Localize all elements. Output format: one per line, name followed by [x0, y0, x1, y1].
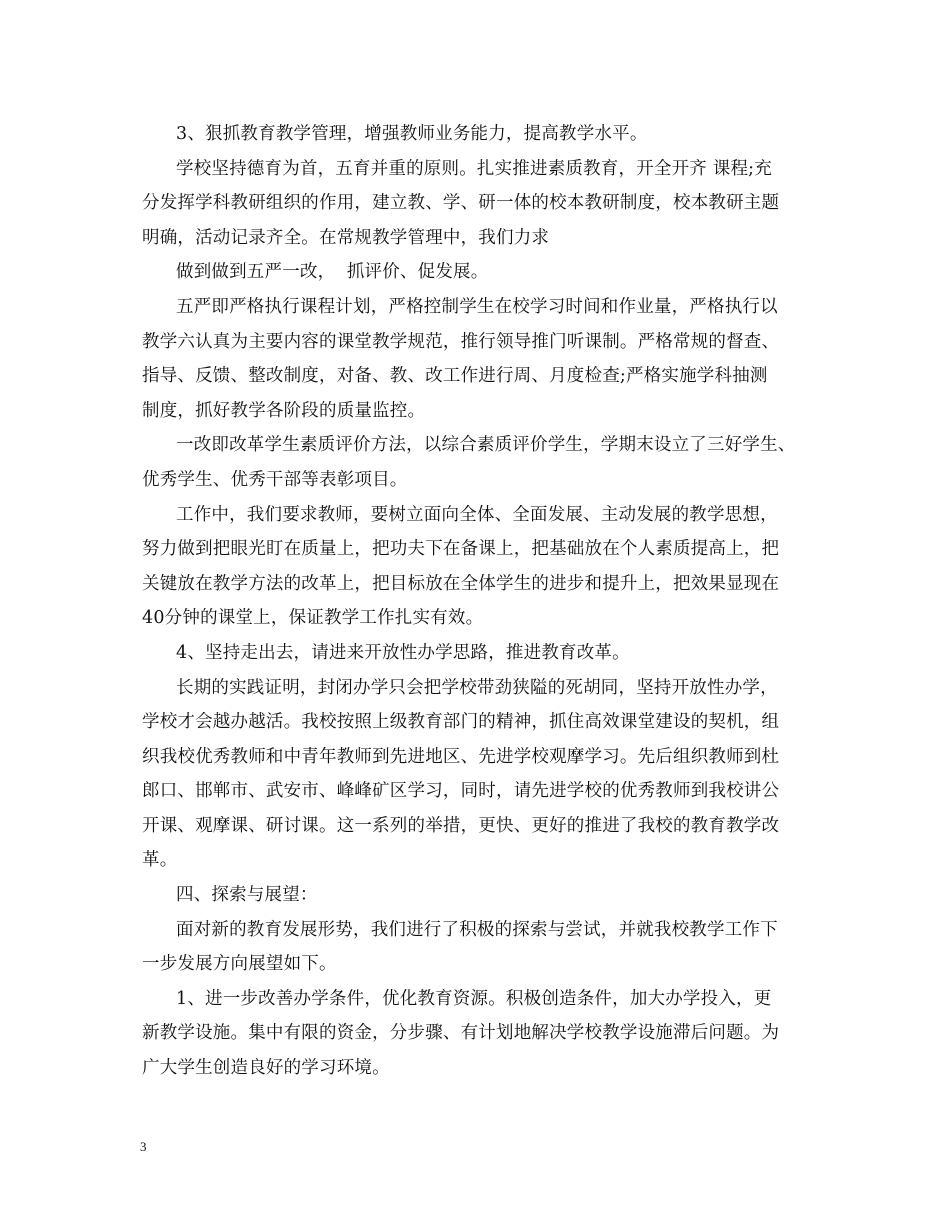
paragraph-line: 革。 — [142, 850, 178, 871]
document-body — [142, 117, 832, 1086]
paragraph-line: 指导、反馈、整改制度，对备、教、改工作进行周、月度检查;严格实施学科抽测 — [142, 366, 768, 387]
paragraph-line: 五严即严格执行课程计划，严格控制学生在校学习时间和作业量，严格执行以 — [176, 296, 778, 317]
paragraph-line: 学校坚持德育为首，五育并重的原则。扎实推进素质教育，开全开齐 课程;充 — [176, 158, 772, 179]
paragraph-line: 优秀学生、优秀干部等表彰项目。 — [142, 469, 408, 490]
paragraph-line: 关键放在教学方法的改革上，把目标放在全体学生的进步和提升上，把效果显现在 — [142, 573, 780, 594]
paragraph-line: 制度，抓好教学各阶段的质量监控。 — [142, 400, 426, 421]
section-heading: 4、坚持走出去，请进来开放性办学思路，推进教育改革。 — [176, 642, 630, 663]
paragraph-line: 做到做到五严一改， 抓评价、促发展。 — [176, 262, 489, 283]
paragraph-line: 面对新的教育发展形势，我们进行了积极的探索与尝试，并就我校教学工作下 — [176, 919, 778, 940]
section-heading: 3、狠抓教育教学管理，增强教师业务能力，提高教学水平。 — [176, 124, 648, 144]
paragraph-line: 努力做到把眼光盯在质量上，把功夫下在备课上，把基础放在个人素质提高上，把 — [142, 539, 780, 560]
paragraph-line: 一步发展方向展望如下。 — [142, 954, 337, 975]
paragraph-line: 1、进一步改善办学条件，优化教育资源。积极创造条件，加大办学投入，更 — [176, 988, 772, 1009]
paragraph-line: 教学六认真为主要内容的课堂教学规范，推行领导推门听课制。严格常规的督查、 — [142, 331, 780, 352]
paragraph-line: 新教学设施。集中有限的资金，分步骤、有计划地解决学校教学设施滞后问题。为 — [142, 1023, 780, 1044]
paragraph-line: 明确，活动记录齐全。在常规教学管理中，我们力求 — [142, 227, 550, 248]
paragraph-line: 一改即改革学生素质评价方法，以综合素质评价学生，学期末设立了三好学生、 — [176, 435, 796, 456]
paragraph-line: 广大学生创造良好的学习环境。 — [142, 1058, 390, 1079]
paragraph-line: 分发挥学科教研组织的作用，建立教、学、研一体的校本教研制度，校本教研主题 — [142, 193, 780, 214]
paragraph-line: 开课、观摩课、研讨课。这一系列的举措，更快、更好的推进了我校的教育教学改 — [142, 815, 780, 836]
page-number: 3 — [140, 1139, 147, 1154]
paragraph-line: 织我校优秀教师和中青年教师到先进地区、先进学校观摩学习。先后组织教师到杜 — [142, 746, 780, 767]
paragraph-line: 工作中，我们要求教师，要树立面向全体、全面发展、主动发展的教学思想， — [176, 504, 778, 525]
paragraph-line: 长期的实践证明，封闭办学只会把学校带劲狭隘的死胡同，坚持开放性办学， — [176, 677, 778, 698]
section-heading: 四、探索与展望： — [176, 885, 318, 906]
paragraph-line: 郎口、邯郸市、武安市、峰峰矿区学习，同时，请先进学校的优秀教师到我校讲公 — [142, 781, 780, 802]
paragraph-line: 40分钟的课堂上，保证教学工作扎实有效。 — [142, 608, 484, 629]
paragraph-line: 学校才会越办越活。我校按照上级教育部门的精神，抓住高效课堂建设的契机，组 — [142, 712, 780, 733]
